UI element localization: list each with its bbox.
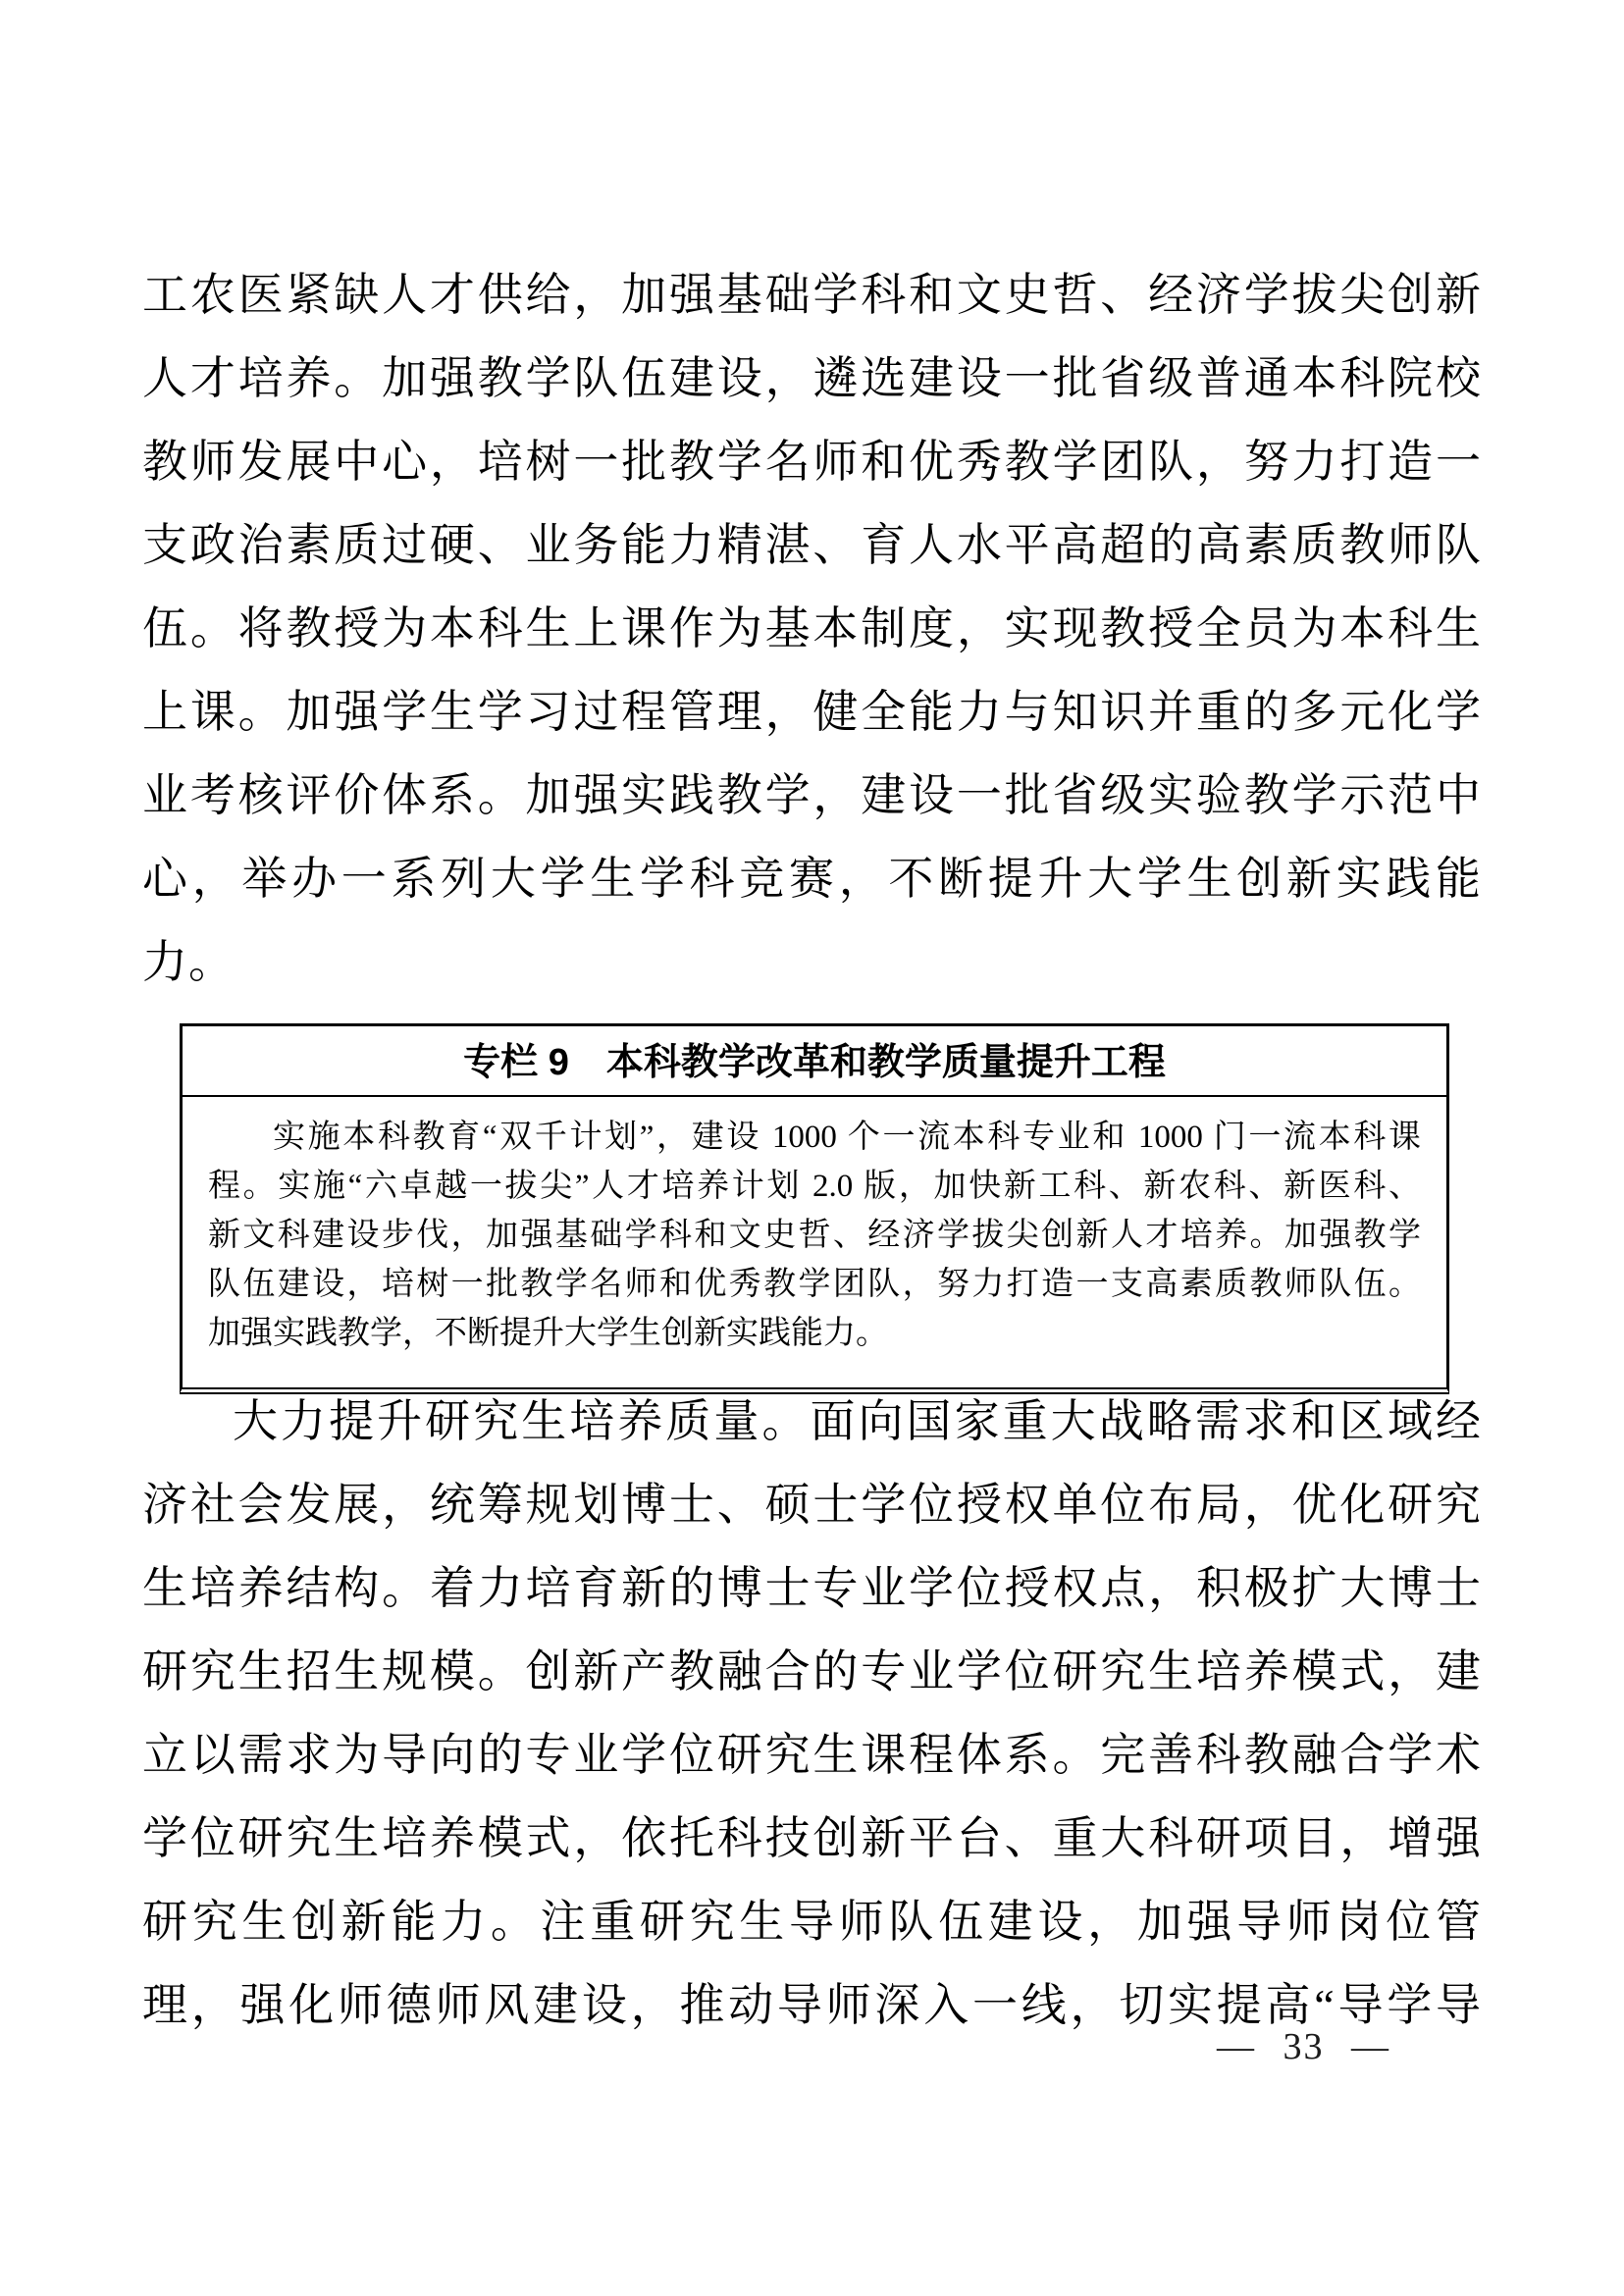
text-line: 伍。将教授为本科生上课作为基本制度，实现教授全员为本科生 bbox=[142, 603, 1482, 653]
text-line: 力。 bbox=[142, 937, 235, 987]
panel-title: 专栏 9 本科教学改革和教学质量提升工程 bbox=[183, 1026, 1446, 1097]
paragraph-graduate-education bbox=[142, 1380, 1482, 2047]
text-line: 业考核评价体系。加强实践教学，建设一批省级实验教学示范中 bbox=[142, 770, 1482, 820]
text-line: 心，举办一系列大学生学科竞赛，不断提升大学生创新实践能 bbox=[142, 854, 1482, 904]
panel-column-9 bbox=[180, 1023, 1449, 1394]
text-line: 大力提升研究生培养质量。面向国家重大战略需求和区域经 bbox=[233, 1396, 1482, 1446]
text-line: 程。实施“六卓越一拔尖”人才培养计划 2.0 版，加快新工科、新农科、新医科、 bbox=[208, 1169, 1421, 1204]
text-line: 上课。加强学生学习过程管理，健全能力与知识并重的多元化学 bbox=[142, 687, 1482, 737]
panel-body bbox=[183, 1097, 1446, 1387]
text-line: 济社会发展，统筹规划博士、硕士学位授权单位布局，优化研究 bbox=[142, 1480, 1482, 1530]
text-line: 加强实践教学，不断提升大学生创新实践能力。 bbox=[208, 1316, 888, 1351]
text-line: 学位研究生培养模式，依托科技创新平台、重大科研项目，增强 bbox=[142, 1813, 1482, 1863]
text-line: 工农医紧缺人才供给，加强基础学科和文史哲、经济学拔尖创新 bbox=[142, 270, 1482, 320]
text-line: 生培养结构。着力培育新的博士专业学位授权点，积极扩大博士 bbox=[142, 1563, 1482, 1613]
text-line: 研究生创新能力。注重研究生导师队伍建设，加强导师岗位管 bbox=[142, 1897, 1482, 1947]
text-line: 人才培养。加强教学队伍建设，遴选建设一批省级普通本科院校 bbox=[142, 353, 1482, 403]
page-number: — 33 — bbox=[1217, 2026, 1390, 2067]
text-line: 实施本科教育“双千计划”，建设 1000 个一流本科专业和 1000 门一流本科课 bbox=[273, 1120, 1421, 1155]
text-line: 队伍建设，培树一批教学名师和优秀教学团队，努力打造一支高素质教师队伍。 bbox=[208, 1267, 1421, 1302]
text-line: 新文科建设步伐，加强基础学科和文史哲、经济学拔尖创新人才培养。加强教学 bbox=[208, 1218, 1421, 1253]
text-line: 教师发展中心，培树一批教学名师和优秀教学团队，努力打造一 bbox=[142, 437, 1482, 487]
text-line: 研究生招生规模。创新产教融合的专业学位研究生培养模式，建 bbox=[142, 1646, 1482, 1696]
text-line: 立以需求为导向的专业学位研究生课程体系。完善科教融合学术 bbox=[142, 1730, 1482, 1780]
text-line: 理，强化师德师风建设，推动导师深入一线，切实提高“导学导 bbox=[142, 1980, 1482, 2030]
paragraph-undergraduate-teaching bbox=[142, 253, 1482, 1004]
text-line: 支政治素质过硬、业务能力精湛、育人水平高超的高素质教师队 bbox=[142, 520, 1482, 570]
